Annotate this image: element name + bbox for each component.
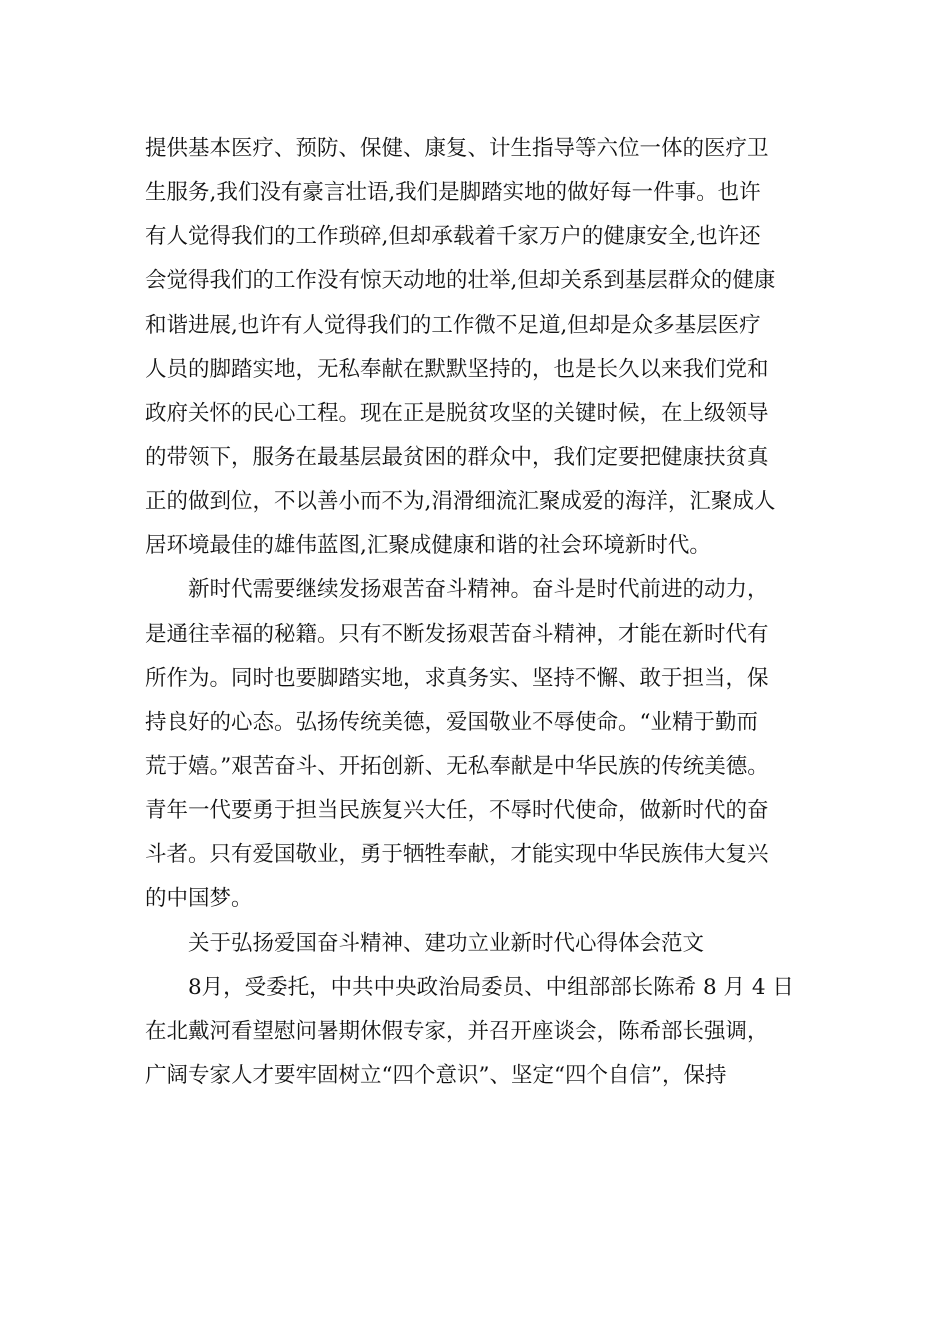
paragraph-first-line: 8月，受委托，中共中央政治局委员、中组部部长陈希 8 月 4 日 xyxy=(188,974,794,1000)
section-heading: 关于弘扬爱国奋斗精神、建功立业新时代心得体会范文 xyxy=(188,930,705,956)
text-line: 人员的脚踏实地，无私奉献在默默坚持的，也是长久以来我们党和 xyxy=(145,356,769,382)
text-line: 的中国梦。 xyxy=(145,886,253,912)
text-line: 和谐进展,也许有人觉得我们的工作微不足道,但却是众多基层医疗 xyxy=(145,312,761,338)
document-body xyxy=(145,127,817,1098)
text-line: 广阔专家人才要牢固树立“四个意识”、坚定“四个自信”，保持 xyxy=(145,1062,727,1088)
text-line: 持良好的心态。弘扬传统美德，爱国敬业不辱使命。“业精于勤而 xyxy=(145,709,758,735)
text-line: 政府关怀的民心工程。现在正是脱贫攻坚的关键时候，在上级领导 xyxy=(145,400,769,426)
paragraph-first-line: 新时代需要继续发扬艰苦奋斗精神。奋斗是时代前进的动力， xyxy=(188,577,769,603)
text-line: 会觉得我们的工作没有惊天动地的壮举,但却关系到基层群众的健康 xyxy=(145,268,776,294)
text-line: 荒于嬉。”艰苦奋斗、开拓创新、无私奉献是中华民族的传统美德。 xyxy=(145,753,769,779)
text-line: 是通往幸福的秘籍。只有不断发扬艰苦奋斗精神，才能在新时代有 xyxy=(145,621,769,647)
text-line: 有人觉得我们的工作琐碎,但却承载着千家万户的健康安全,也许还 xyxy=(145,224,761,250)
text-line: 所作为。同时也要脚踏实地，求真务实、坚持不懈、敢于担当，保 xyxy=(145,665,769,691)
text-line: 在北戴河看望慰问暑期休假专家，并召开座谈会，陈希部长强调， xyxy=(145,1018,769,1044)
text-line: 青年一代要勇于担当民族复兴大任，不辱时代使命，做新时代的奋 xyxy=(145,798,769,824)
text-line: 正的做到位，不以善小而不为,涓滑细流汇聚成爱的海洋，汇聚成人 xyxy=(145,489,776,515)
text-line: 提供基本医疗、预防、保健、康复、计生指导等六位一体的医疗卫 xyxy=(145,136,769,161)
text-line: 居环境最佳的雄伟蓝图,汇聚成健康和谐的社会环境新时代。 xyxy=(145,533,711,559)
text-line: 斗者。只有爱国敬业，勇于牺牲奉献，才能实现中华民族伟大复兴 xyxy=(145,842,769,868)
text-line: 生服务,我们没有豪言壮语,我们是脚踏实地的做好每一件事。也许 xyxy=(145,180,761,206)
text-line: 的带领下，服务在最基层最贫困的群众中，我们定要把健康扶贫真 xyxy=(145,444,769,470)
